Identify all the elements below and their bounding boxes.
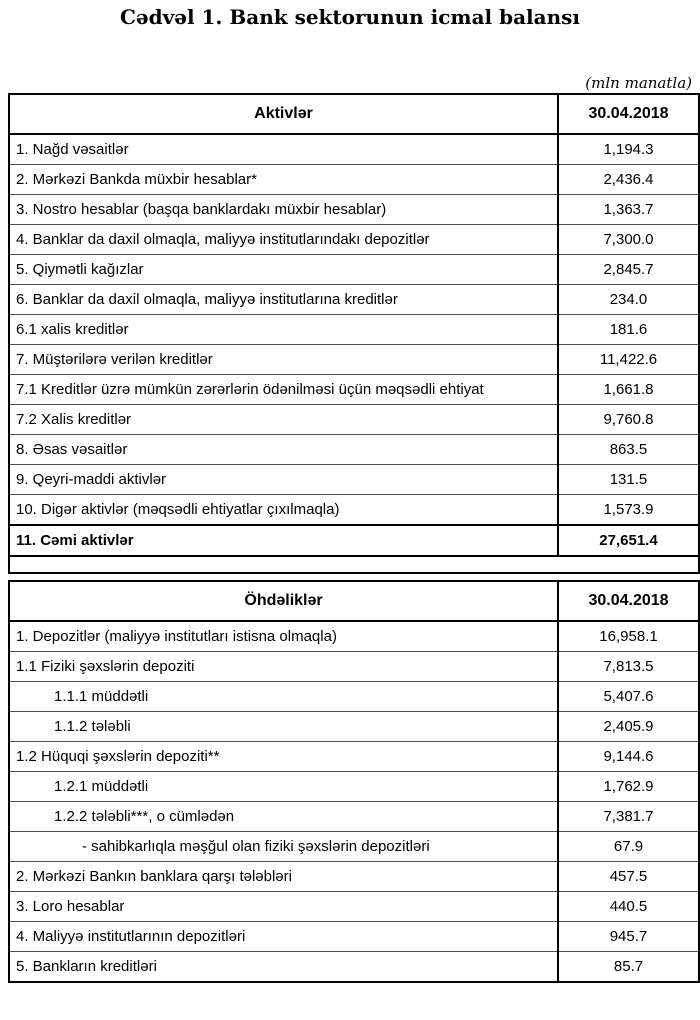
table-row bbox=[9, 255, 699, 285]
row-label: 1.1.2 tələbli bbox=[9, 712, 558, 742]
table-row bbox=[9, 134, 699, 165]
row-value: 67.9 bbox=[558, 832, 699, 862]
table-row bbox=[9, 285, 699, 315]
liabilities-table bbox=[8, 580, 700, 983]
table-row bbox=[9, 802, 699, 832]
row-value: 5,407.6 bbox=[558, 682, 699, 712]
row-label: 1.2 Hüquqi şəxslərin depoziti** bbox=[9, 742, 558, 772]
liabilities-table-body bbox=[9, 621, 699, 982]
row-label: 1.1.1 müddətli bbox=[9, 682, 558, 712]
table-row bbox=[9, 435, 699, 465]
row-value: 7,381.7 bbox=[558, 802, 699, 832]
row-label: 9. Qeyri-maddi aktivlər bbox=[9, 465, 558, 495]
row-value: 16,958.1 bbox=[558, 621, 699, 652]
liabilities-header-row bbox=[9, 581, 699, 621]
row-value: 1,661.8 bbox=[558, 375, 699, 405]
row-value: 2,845.7 bbox=[558, 255, 699, 285]
row-label: 5. Bankların kreditləri bbox=[9, 952, 558, 983]
row-label: 1.2.2 tələbli***, o cümlədən bbox=[9, 802, 558, 832]
row-label: 4. Maliyyə institutlarının depozitləri bbox=[9, 922, 558, 952]
table-row bbox=[9, 772, 699, 802]
table-row bbox=[9, 742, 699, 772]
row-value: 440.5 bbox=[558, 892, 699, 922]
table-row bbox=[9, 952, 699, 983]
page-title: Cədvəl 1. Bank sektorunun icmal balansı bbox=[119, 5, 581, 29]
row-value: 11,422.6 bbox=[558, 345, 699, 375]
row-label: 7.2 Xalis kreditlər bbox=[9, 405, 558, 435]
table-row bbox=[9, 375, 699, 405]
liabilities-header-label: Öhdəliklər bbox=[9, 581, 558, 621]
assets-table-body bbox=[9, 134, 699, 556]
table-row bbox=[9, 652, 699, 682]
assets-table bbox=[8, 93, 700, 574]
row-label: 11. Cəmi aktivlər bbox=[9, 525, 558, 556]
row-value: 181.6 bbox=[558, 315, 699, 345]
assets-header-date: 30.04.2018 bbox=[558, 94, 699, 134]
row-value: 27,651.4 bbox=[558, 525, 699, 556]
spacer-cell bbox=[9, 556, 699, 573]
liabilities-header-date: 30.04.2018 bbox=[558, 581, 699, 621]
row-label: 7. Müştərilərə verilən kreditlər bbox=[9, 345, 558, 375]
row-label: 5. Qiymətli kağızlar bbox=[9, 255, 558, 285]
row-label: 3. Nostro hesablar (başqa banklardakı müxbir hesablar) bbox=[9, 195, 558, 225]
document-page bbox=[0, 4, 700, 983]
row-label: 1. Nağd vəsaitlər bbox=[9, 134, 558, 165]
assets-spacer-row bbox=[9, 556, 699, 573]
table-row bbox=[9, 345, 699, 375]
row-value: 131.5 bbox=[558, 465, 699, 495]
row-value: 9,760.8 bbox=[558, 405, 699, 435]
row-label: 1.1 Fiziki şəxslərin depoziti bbox=[9, 652, 558, 682]
row-value: 945.7 bbox=[558, 922, 699, 952]
table-row bbox=[9, 195, 699, 225]
table-row bbox=[9, 525, 699, 556]
table-row bbox=[9, 892, 699, 922]
table-row bbox=[9, 225, 699, 255]
table-row bbox=[9, 465, 699, 495]
assets-header-label: Aktivlər bbox=[9, 94, 558, 134]
row-value: 1,194.3 bbox=[558, 134, 699, 165]
table-row bbox=[9, 495, 699, 526]
row-value: 2,405.9 bbox=[558, 712, 699, 742]
row-value: 85.7 bbox=[558, 952, 699, 983]
row-value: 1,363.7 bbox=[558, 195, 699, 225]
row-label: 1. Depozitlər (maliyyə institutları istisna olmaqla) bbox=[9, 621, 558, 652]
row-value: 863.5 bbox=[558, 435, 699, 465]
row-value: 9,144.6 bbox=[558, 742, 699, 772]
row-label: - sahibkarlıqla məşğul olan fiziki şəxslərin depozitləri bbox=[9, 832, 558, 862]
row-label: 6.1 xalis kreditlər bbox=[9, 315, 558, 345]
row-value: 1,573.9 bbox=[558, 495, 699, 526]
table-row bbox=[9, 922, 699, 952]
row-value: 7,813.5 bbox=[558, 652, 699, 682]
row-label: 6. Banklar da daxil olmaqla, maliyyə institutlarına kreditlər bbox=[9, 285, 558, 315]
row-label: 2. Mərkəzi Bankın banklara qarşı tələbləri bbox=[9, 862, 558, 892]
row-value: 234.0 bbox=[558, 285, 699, 315]
row-label: 4. Banklar da daxil olmaqla, maliyyə institutlarındakı depozitlər bbox=[9, 225, 558, 255]
row-label: 2. Mərkəzi Bankda müxbir hesablar* bbox=[9, 165, 558, 195]
row-label: 1.2.1 müddətli bbox=[9, 772, 558, 802]
row-label: 8. Əsas vəsaitlər bbox=[9, 435, 558, 465]
row-value: 7,300.0 bbox=[558, 225, 699, 255]
table-row bbox=[9, 315, 699, 345]
row-label: 3. Loro hesablar bbox=[9, 892, 558, 922]
table-row bbox=[9, 712, 699, 742]
unit-note: (mln manatla) bbox=[585, 74, 692, 92]
table-row bbox=[9, 682, 699, 712]
table-row bbox=[9, 832, 699, 862]
assets-header-row bbox=[9, 94, 699, 134]
row-value: 2,436.4 bbox=[558, 165, 699, 195]
table-row bbox=[9, 405, 699, 435]
table-row bbox=[9, 165, 699, 195]
row-label: 10. Digər aktivlər (məqsədli ehtiyatlar çıxılmaqla) bbox=[9, 495, 558, 526]
table-row bbox=[9, 862, 699, 892]
table-row bbox=[9, 621, 699, 652]
row-value: 1,762.9 bbox=[558, 772, 699, 802]
row-label: 7.1 Kreditlər üzrə mümkün zərərlərin ödənilməsi üçün məqsədli ehtiyat bbox=[9, 375, 558, 405]
row-value: 457.5 bbox=[558, 862, 699, 892]
